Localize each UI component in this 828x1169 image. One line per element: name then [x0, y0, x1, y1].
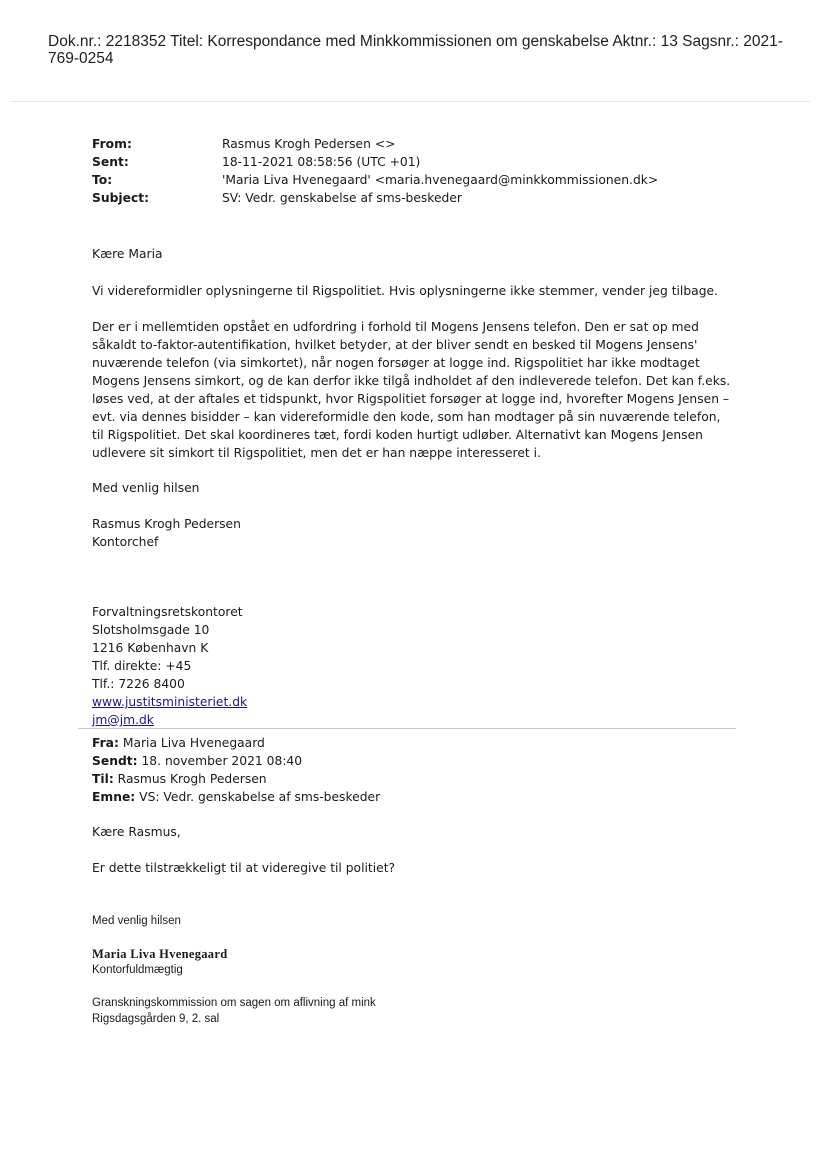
sent-row [92, 153, 658, 171]
fwd-subject-value: VS: Vedr. genskabelse af sms-beskeder [139, 790, 381, 804]
forward-divider [78, 728, 736, 729]
fwd-from-label: Fra: [92, 736, 119, 750]
fwd-closing: Med venlig hilsen [92, 915, 181, 927]
to-value: 'Maria Liva Hvenegaard' <maria.hvenegaard@minkkommissionen.dk> [222, 173, 659, 187]
sent-value: 18-11-2021 08:58:56 (UTC +01) [222, 155, 421, 169]
forwarded-header [92, 734, 380, 806]
website-link[interactable]: www.justitsministeriet.dk [92, 695, 248, 709]
fwd-sent-row [92, 752, 380, 770]
subject-value: SV: Vedr. genskabelse af sms-beskeder [222, 191, 462, 205]
fwd-to-row [92, 770, 380, 788]
closing: Med venlig hilsen [92, 481, 200, 495]
subject-row [92, 189, 658, 207]
street: Slotsholmsgade 10 [92, 623, 210, 637]
email-link[interactable]: jm@jm.dk [92, 713, 154, 727]
fwd-question: Er dette tilstrækkeligt til at videregive til politiet? [92, 861, 396, 875]
fwd-to-label: Til: [92, 772, 114, 786]
fwd-from-value: Maria Liva Hvenegaard [122, 736, 265, 750]
paragraph-1: Vi videreformidler oplysningerne til Rigspolitiet. Hvis oplysningerne ikke stemmer, vender jeg tilbage. [92, 284, 718, 298]
from-value: Rasmus Krogh Pedersen <> [222, 137, 396, 151]
signature-title: Kontorchef [92, 535, 159, 549]
fwd-signature-title: Kontorfuldmægtig [92, 964, 183, 976]
fwd-sent-label: Sendt: [92, 754, 138, 768]
to-row [92, 171, 658, 189]
fwd-greeting: Kære Rasmus, [92, 825, 181, 839]
sent-label: Sent: [92, 155, 129, 169]
email-header [92, 135, 658, 207]
fwd-to-value: Rasmus Krogh Pedersen [117, 772, 267, 786]
phone: Tlf.: 7226 8400 [92, 677, 185, 691]
phone-direct: Tlf. direkte: +45 [92, 659, 192, 673]
address-block [92, 603, 247, 729]
signature-name: Rasmus Krogh Pedersen [92, 517, 241, 531]
document-header: Dok.nr.: 2218352 Titel: Korrespondance med Minkkommissionen om genskabelse Aktnr.: 13 Sagsnr.: 2021-769-0254 [48, 33, 783, 67]
subject-label: Subject: [92, 191, 150, 205]
fwd-subject-label: Emne: [92, 790, 136, 804]
from-label: From: [92, 137, 132, 151]
paragraph-2: Der er i mellemtiden opstået en udfordring i forhold til Mogens Jensens telefon. Den er sat op med såkaldt to-faktor-autentifikation, hvilket betyder, at der bliver sendt en besked til Mogens Jensens' nuværende telefon (via simkortet), når nogen forsøger at logge ind. Rigspolitiet har ikke modtaget Mogens Jensens simkort, og de kan derfor ikke tilgå indholdet af den indleverede telefon. Det kan f.eks. løses ved, at der aftales et tidspunkt, hvor Rigspolitiet forsøger at logge ind, hvorefter Mogens Jensen – evt. via dennes bisidder – kan videreformidle den kode, som han modtager på sin nuværende telefon, til Rigspolitiet. Det skal koordineres tæt, fordi koden hurtigt udløber. Alternativt kan Mogens Jensen udlevere sit simkort til Rigspolitiet, men det er han næppe interesseret i. [92, 320, 731, 460]
office-name: Forvaltningsretskontoret [92, 605, 243, 619]
fwd-from-row [92, 734, 380, 752]
fwd-sent-value: 18. november 2021 08:40 [141, 754, 303, 768]
fwd-organisation: Granskningskommission om sagen om aflivning af mink [92, 997, 376, 1009]
from-row [92, 135, 658, 153]
fwd-signature-name: Maria Liva Hvenegaard [92, 947, 228, 961]
to-label: To: [92, 173, 113, 187]
fwd-subject-row [92, 788, 380, 806]
divider [10, 101, 810, 102]
greeting: Kære Maria [92, 247, 163, 261]
fwd-organisation-address: Rigsdagsgården 9, 2. sal [92, 1013, 220, 1025]
city: 1216 København K [92, 641, 209, 655]
